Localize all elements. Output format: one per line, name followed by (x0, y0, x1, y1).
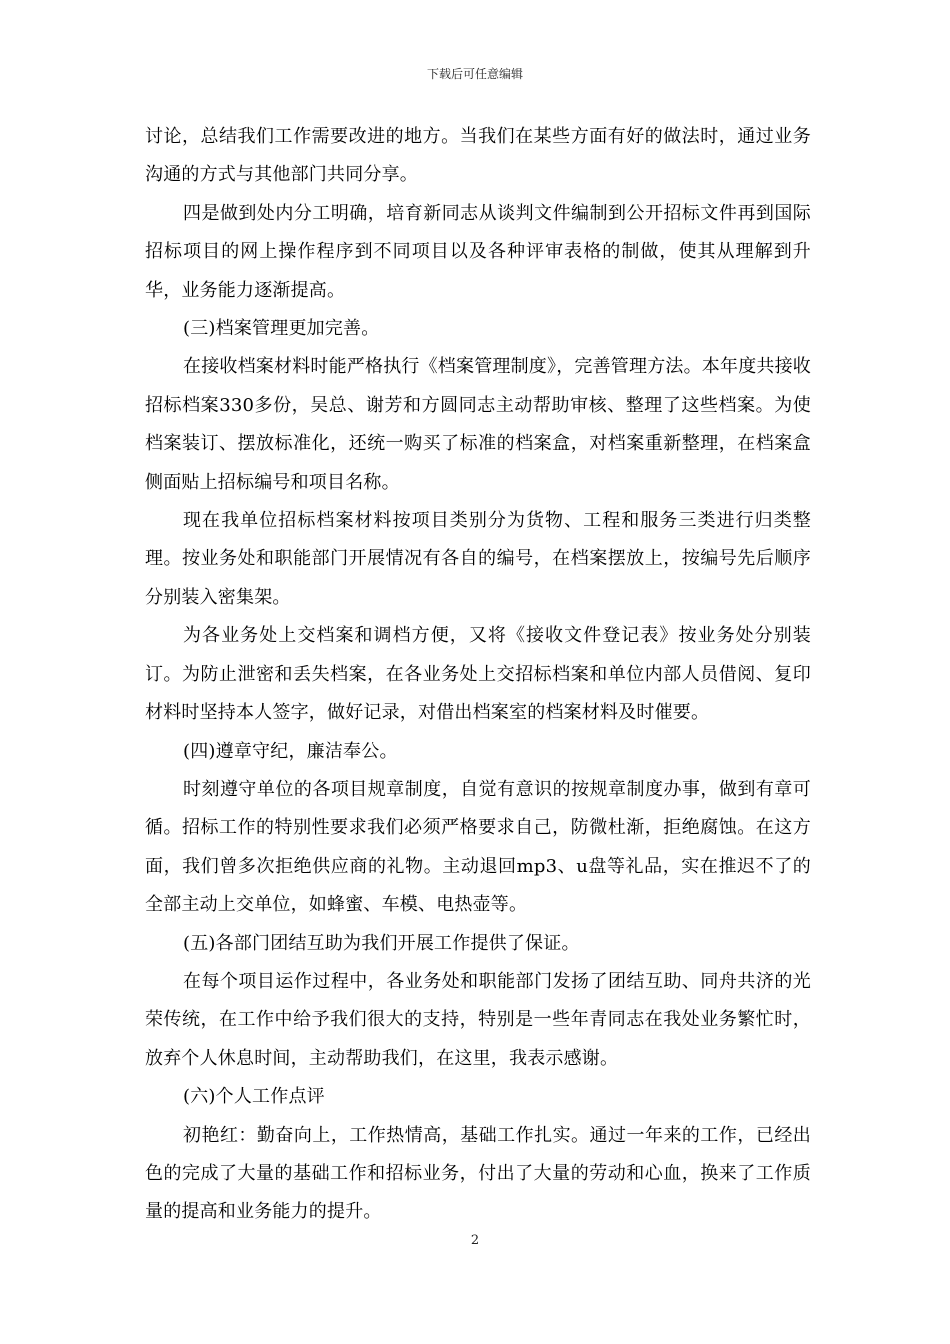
paragraph-archive-classification: 现在我单位招标档案材料按项目类别分为货物、工程和服务三类进行归类整理。按业务处和职能部门开展情况有各自的编号，在档案摆放上，按编号先后顺序分别装入密集架。 (145, 510, 811, 608)
paragraph-continuation: 讨论，总结我们工作需要改进的地方。当我们在某些方面有好的做法时，通过业务沟通的方式与其他部门共同分享。 (145, 126, 811, 186)
paragraph-division-of-work: 四是做到处内分工明确，培育新同志从谈判文件编制到公开招标文件再到国际招标项目的网上操作程序到不同项目以及各种评审表格的制做，使其从理解到升华，业务能力逐渐提高。 (145, 202, 811, 301)
paragraph-archive-receiving: 在接收档案材料时能严格执行《档案管理制度》，完善管理方法。本年度共接收招标档案330多份，吴总、谢芳和方圆同志主动帮助审核、整理了这些档案。为使档案装订、摆放标准化，还统一购买了标准的档案盒，对档案重新整理，在档案盒侧面贴上招标编号和项目名称。 (145, 356, 811, 493)
page-header-note: 下载后可任意编辑 (426, 67, 523, 81)
paragraph-archive-binding: 为各业务处上交档案和调档方便，又将《接收文件登记表》按业务处分别装订。为防止泄密和丢失档案，在各业务处上交招标档案和单位内部人员借阅、复印材料时坚持本人签字，做好记录，对借出档案室的档案材料及时催要。 (145, 625, 811, 724)
document-body (145, 118, 811, 1232)
section-heading-discipline: (四)遵章守纪，廉洁奉公。 (183, 740, 398, 762)
section-heading-personal-review: (六)个人工作点评 (183, 1086, 325, 1108)
paragraph-personal-review: 初艳红：勤奋向上，工作热情高，基础工作扎实。通过一年来的工作，已经出色的完成了大量的基础工作和招标业务，付出了大量的劳动和心血，换来了工作质量的提高和业务能力的提升。 (145, 1124, 811, 1223)
section-heading-cooperation: (五)各部门团结互助为我们开展工作提供了保证。 (183, 932, 580, 954)
paragraph-discipline: 时刻遵守单位的各项目规章制度，自觉有意识的按规章制度办事，做到有章可循。招标工作的特别性要求我们必须严格要求自己，防微杜渐，拒绝腐蚀。在这方面，我们曾多次拒绝供应商的礼物。主动退回mp3、u盘等礼品，实在推迟不了的全部主动上交单位，如蜂蜜、车模、电热壶等。 (145, 778, 811, 916)
paragraph-cooperation: 在每个项目运作过程中，各业务处和职能部门发扬了团结互助、同舟共济的光荣传统，在工作中给予我们很大的支持，特别是一些年青同志在我处业务繁忙时，放弃个人休息时间，主动帮助我们，在这里，我表示感谢。 (145, 970, 811, 1069)
page-number: 2 (470, 1233, 480, 1248)
section-heading-archives: (三)档案管理更加完善。 (183, 318, 380, 340)
